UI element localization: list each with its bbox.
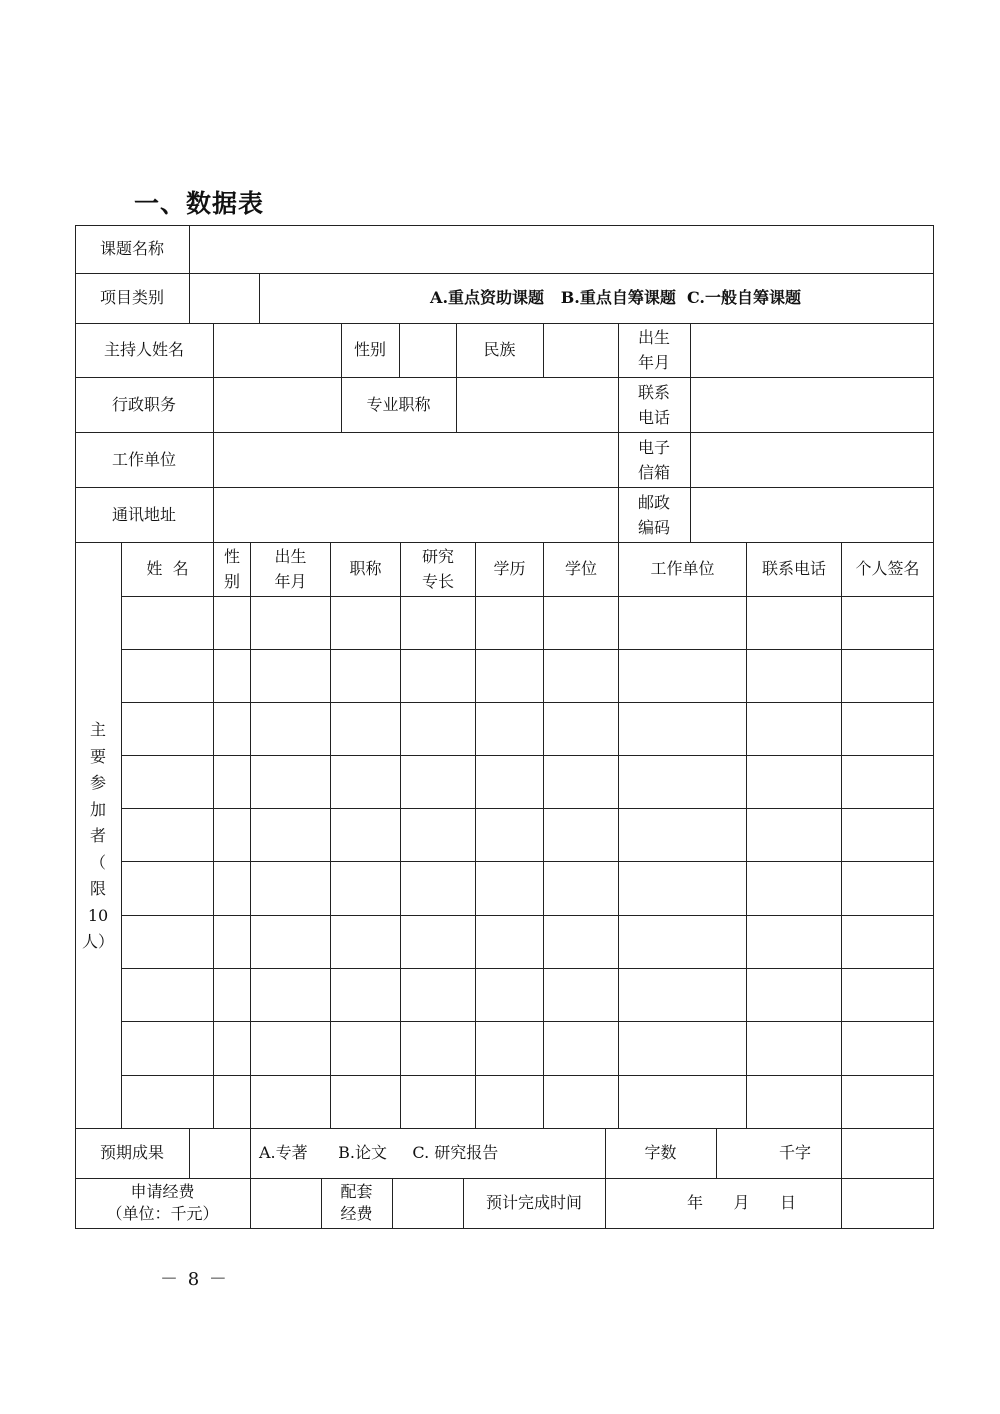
header-gender-line1: 性 [223,547,240,566]
side-char: 参 [89,773,106,792]
side-char: 要 [89,746,106,766]
postcode-field[interactable] [691,487,933,542]
header-signature: 个人签名 [855,559,920,578]
phone-field[interactable] [691,377,933,432]
admin-position-field[interactable] [214,377,341,432]
header-research-line1: 研究 [421,547,454,566]
header-phone: 联系电话 [761,559,826,578]
participants-side-label [75,717,121,956]
side-char: 者 [89,826,106,845]
work-unit-label: 工作单位 [111,449,176,469]
project-type-options: A.重点资助课题 B.重点自筹课题 C.一般自筹课题 [430,288,801,307]
postcode-label-line1: 邮政 [637,492,670,512]
host-name-field[interactable] [214,323,341,377]
admin-position-label: 行政职务 [111,394,176,414]
side-char: 10 [87,905,109,925]
birth-label-line1: 出生 [637,328,670,347]
professional-title-field[interactable] [457,377,618,432]
section-title: 一、数据表 [134,189,265,218]
completion-time-label: 预计完成时间 [485,1193,582,1212]
funding-label [75,1178,250,1228]
matching-funds-field[interactable] [393,1178,463,1228]
ethnicity-label: 民族 [483,340,516,359]
matching-label-line1: 配套 [340,1182,373,1201]
phone-label [618,377,690,432]
word-count-unit: 千字 [778,1143,811,1162]
birth-label-line2: 年月 [637,353,670,372]
results-label: 预期成果 [99,1143,164,1162]
matching-funds-label [321,1178,392,1228]
funding-extra-field[interactable] [842,1178,933,1228]
header-birth [251,542,330,596]
page-number: － 8 － [160,1269,229,1290]
header-title: 职称 [349,559,382,578]
header-gender-line2: 别 [223,572,240,591]
birth-label [618,323,690,377]
side-char: （ [89,852,106,872]
data-table [75,225,934,1229]
address-field[interactable] [214,487,618,542]
email-label-line2: 信箱 [637,462,670,482]
side-char: 限 [89,879,106,898]
address-label: 通讯地址 [111,504,176,524]
project-type-field[interactable] [190,273,259,323]
results-extra-field[interactable] [842,1128,933,1178]
phone-label-line1: 联系 [637,382,670,402]
header-work-unit: 工作单位 [650,559,715,578]
side-char: 人） [81,932,114,951]
header-research [401,542,475,596]
ethnicity-field[interactable] [544,323,618,377]
matching-label-line2: 经费 [340,1204,373,1223]
header-research-line2: 专长 [421,572,454,591]
email-field[interactable] [691,432,933,487]
gender-label: 性别 [353,340,386,359]
project-type-label: 项目类别 [99,288,164,307]
funding-label-line1: 申请经费 [130,1182,195,1201]
topic-name-label: 课题名称 [99,239,164,258]
side-char: 加 [89,799,106,819]
birth-field[interactable] [691,323,933,377]
postcode-label-line2: 编码 [637,517,670,537]
topic-name-field[interactable] [190,225,933,273]
header-education: 学历 [493,559,526,578]
header-gender [214,542,250,596]
header-birth-line1: 出生 [274,547,307,566]
header-birth-line2: 年月 [274,572,307,591]
phone-label-line2: 电话 [637,407,670,427]
work-unit-field[interactable] [214,432,618,487]
results-options: A.专著 B.论文 C. 研究报告 [259,1143,499,1162]
funding-label-line2: （单位：千元） [106,1204,219,1223]
gender-field[interactable] [400,323,456,377]
word-count-label: 字数 [644,1143,677,1162]
header-degree: 学位 [564,559,597,578]
header-name: 姓 名 [146,559,189,578]
email-label [618,432,690,487]
postcode-label [618,487,690,542]
results-field[interactable] [190,1128,250,1178]
completion-date[interactable]: 年 月 日 [686,1193,796,1212]
host-name-label: 主持人姓名 [103,340,184,359]
side-char: 主 [89,720,106,739]
professional-title-label: 专业职称 [366,394,431,414]
email-label-line1: 电子 [637,437,670,457]
funding-field[interactable] [251,1178,321,1228]
